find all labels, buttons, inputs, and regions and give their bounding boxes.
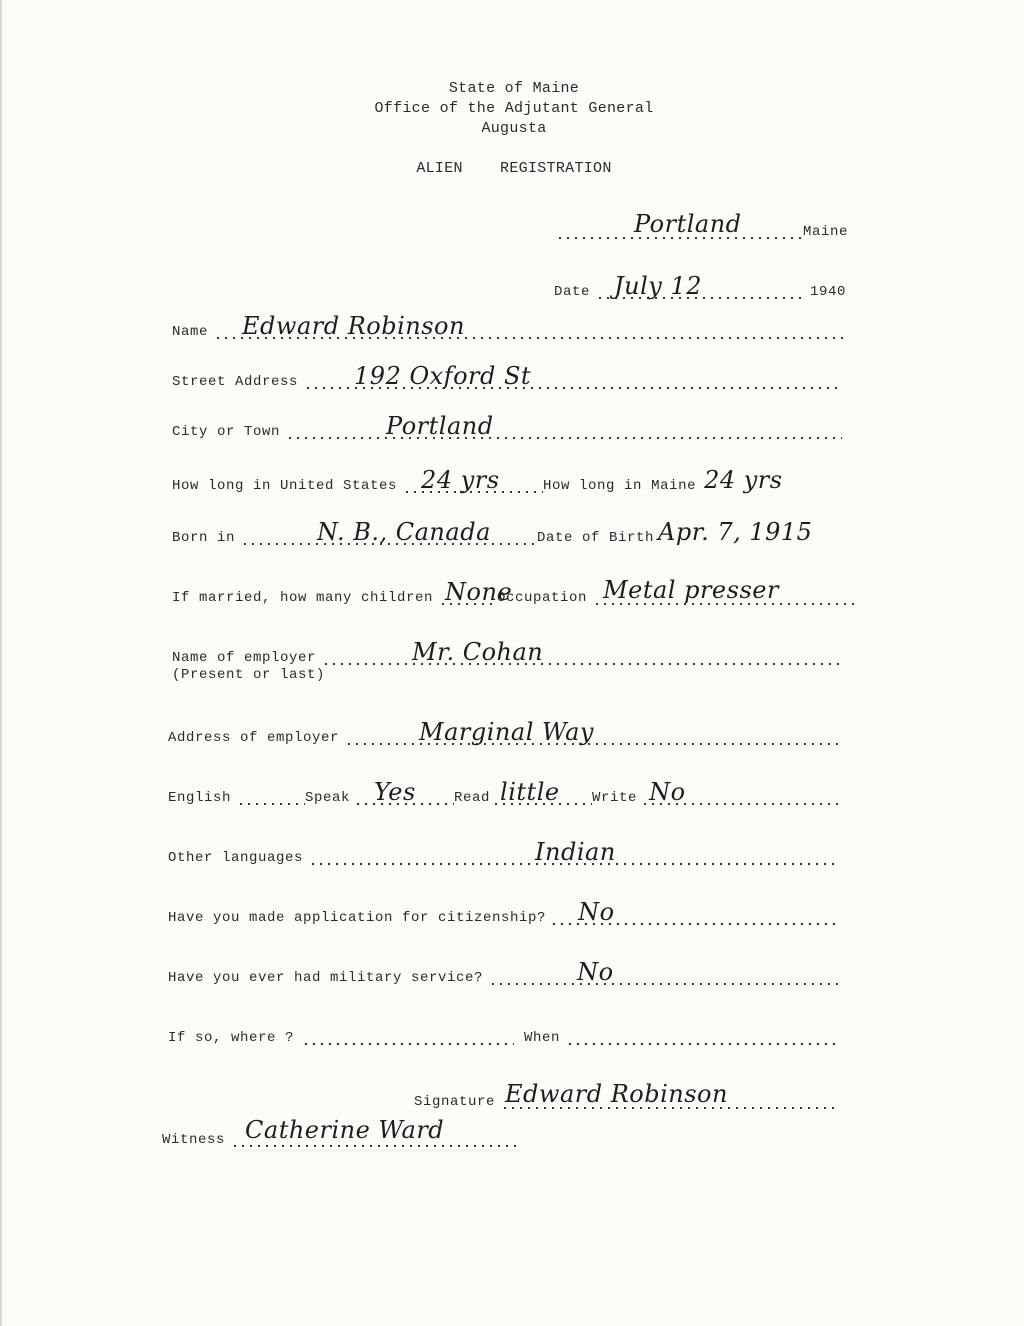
street-label: Street Address bbox=[172, 374, 299, 390]
occupation-label: Occupation bbox=[497, 590, 588, 606]
military-field bbox=[489, 958, 840, 986]
maine-duration-field bbox=[702, 466, 852, 494]
born-field bbox=[241, 518, 537, 546]
place-suffix: Maine bbox=[802, 224, 848, 240]
read-field bbox=[492, 778, 592, 806]
city-label: City or Town bbox=[172, 424, 281, 440]
other-languages-field bbox=[309, 838, 840, 866]
place-row bbox=[556, 210, 848, 240]
occupation-field bbox=[593, 576, 856, 606]
date-value: July 12 bbox=[614, 272, 702, 300]
children-field bbox=[439, 578, 513, 606]
employer-sublabel: (Present or last) bbox=[172, 667, 326, 683]
military-row bbox=[168, 958, 840, 986]
employer-address-label: Address of employer bbox=[168, 730, 340, 746]
signature-row bbox=[414, 1080, 838, 1110]
employer-value: Mr. Cohan bbox=[412, 638, 544, 666]
city-value: Portland bbox=[386, 412, 494, 440]
maine-duration-value: 24 yrs bbox=[704, 466, 783, 494]
occupation-value: Metal presser bbox=[603, 576, 779, 604]
speak-field bbox=[354, 778, 454, 806]
us-duration-field bbox=[403, 466, 543, 494]
speak-value: Yes bbox=[374, 778, 416, 806]
read-label: Read bbox=[454, 790, 491, 806]
maine-duration-label: How long in Maine bbox=[543, 478, 697, 494]
signature-label: Signature bbox=[414, 1094, 496, 1110]
other-languages-row bbox=[168, 838, 840, 866]
witness-label: Witness bbox=[162, 1132, 226, 1148]
where-field bbox=[302, 1028, 514, 1046]
where-row bbox=[168, 1022, 840, 1046]
children-row bbox=[172, 576, 856, 606]
street-field bbox=[304, 362, 842, 390]
other-languages-value: Indian bbox=[535, 838, 616, 866]
when-label: When bbox=[524, 1030, 561, 1046]
place-field bbox=[556, 210, 803, 240]
dob-field bbox=[658, 518, 852, 546]
header-city: Augusta bbox=[481, 120, 547, 137]
citizenship-row bbox=[168, 898, 840, 926]
name-field bbox=[214, 312, 844, 340]
when-field bbox=[566, 1028, 840, 1046]
other-languages-label: Other languages bbox=[168, 850, 304, 866]
signature-field bbox=[501, 1080, 838, 1110]
write-value: No bbox=[649, 778, 686, 806]
us-duration-value: 24 yrs bbox=[421, 466, 500, 494]
form-title: ALIEN REGISTRATION bbox=[416, 160, 612, 177]
name-row bbox=[172, 312, 844, 340]
employer-field bbox=[322, 638, 840, 666]
employer-address-field bbox=[345, 718, 840, 746]
military-value: No bbox=[577, 958, 614, 986]
witness-row bbox=[162, 1116, 522, 1148]
date-row bbox=[554, 272, 846, 300]
children-label: If married, how many children bbox=[172, 590, 434, 606]
name-label: Name bbox=[172, 324, 209, 340]
employer-row bbox=[172, 638, 840, 666]
city-field bbox=[286, 412, 842, 440]
citizenship-value: No bbox=[578, 898, 615, 926]
born-row bbox=[172, 518, 852, 546]
street-value: 192 Oxford St bbox=[354, 362, 532, 390]
english-row bbox=[168, 778, 840, 806]
date-label: Date bbox=[554, 284, 591, 300]
name-value: Edward Robinson bbox=[242, 312, 465, 340]
place-value: Portland bbox=[634, 210, 742, 238]
where-label: If so, where ? bbox=[168, 1030, 295, 1046]
duration-row bbox=[172, 466, 852, 494]
children-value: None bbox=[445, 578, 513, 606]
signature-value: Edward Robinson bbox=[505, 1080, 728, 1108]
street-row bbox=[172, 362, 842, 390]
employer-label: Name of employer bbox=[172, 650, 317, 666]
witness-value: Catherine Ward bbox=[245, 1116, 445, 1144]
employer-address-value: Marginal Way bbox=[419, 718, 594, 746]
dob-label: Date of Birth bbox=[537, 530, 655, 546]
employer-address-row bbox=[168, 718, 840, 746]
military-label: Have you ever had military service? bbox=[168, 970, 484, 986]
born-value: N. B., Canada bbox=[317, 518, 491, 546]
born-label: Born in bbox=[172, 530, 236, 546]
city-row bbox=[172, 412, 842, 440]
speak-label: Speak bbox=[305, 790, 351, 806]
english-dots bbox=[237, 788, 305, 806]
date-field bbox=[596, 272, 804, 300]
citizenship-field bbox=[550, 898, 840, 926]
us-duration-label: How long in United States bbox=[172, 478, 398, 494]
witness-field bbox=[231, 1116, 522, 1148]
dob-value: Apr. 7, 1915 bbox=[658, 518, 813, 546]
header-state: State of Maine bbox=[448, 80, 580, 97]
header-office: Office of the Adjutant General bbox=[374, 100, 654, 117]
write-label: Write bbox=[592, 790, 638, 806]
date-year: 1940 bbox=[809, 284, 846, 300]
english-label: English bbox=[168, 790, 232, 806]
write-field bbox=[641, 778, 840, 806]
citizenship-label: Have you made application for citizenship? bbox=[168, 910, 547, 926]
read-value: little bbox=[500, 778, 560, 806]
